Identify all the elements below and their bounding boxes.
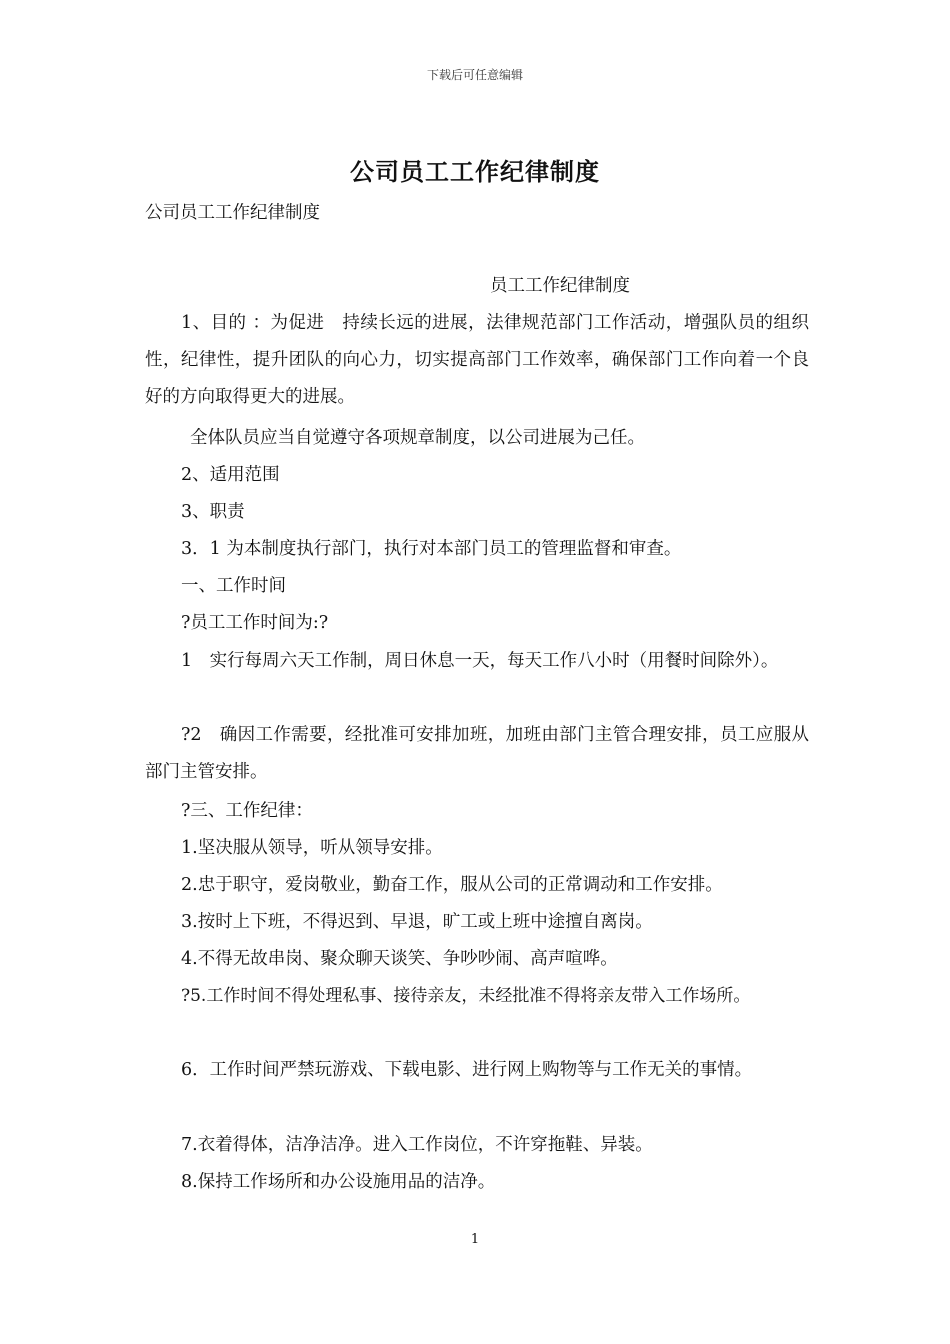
rule-8: 8.保持工作场所和办公设施用品的洁净。 — [181, 1172, 496, 1192]
work-time-item-2: ?2 确因工作需要，经批准可安排加班，加班由部门主管合理安排，员工应服从部门主管安排。 — [145, 725, 809, 782]
duty-3-1: 3．1 为本制度执行部门，执行对本部门员工的管理监督和审查。 — [181, 539, 682, 559]
document-title: 公司员工工作纪律制度 — [350, 158, 600, 186]
rule-2: 2.忠于职守，爱岗敬业，勤奋工作，服从公司的正常调动和工作安排。 — [181, 875, 723, 895]
page-header-note: 下载后可任意编辑 — [426, 68, 523, 82]
rule-4: 4.不得无故串岗、聚众聊天谈笑、争吵吵闹、高声喧哗。 — [181, 949, 618, 969]
work-time-intro: ?员工工作时间为:? — [181, 613, 329, 633]
document-subtitle: 公司员工工作纪律制度 — [145, 203, 320, 223]
rule-3: 3.按时上下班，不得迟到、早退，旷工或上班中途擅自离岗。 — [181, 912, 653, 932]
discipline-heading: ?三、工作纪律： — [181, 801, 313, 821]
purpose-paragraph: 1、目的 ：为促进 持续长远的进展，法律规范部门工作活动，增强队员的组织性，纪律性，提升团队的向心力，切实提高部门工作效率，确保部门工作向着一个良好的方向取得更大的进展。 — [145, 313, 809, 407]
page-number: 1 — [470, 1232, 480, 1247]
rule-5: ?5.工作时间不得处理私事、接待亲友，未经批准不得将亲友带入工作场所。 — [181, 986, 751, 1006]
rule-7: 7.衣着得体，洁净洁净。进入工作岗位，不许穿拖鞋、异装。 — [181, 1135, 653, 1155]
rule-6: 6．工作时间严禁玩游戏、下载电影、进行网上购物等与工作无关的事情。 — [181, 1060, 753, 1080]
work-time-heading: 一、工作时间 — [181, 576, 286, 596]
rule-1: 1.坚决服从领导，听从领导安排。 — [181, 838, 443, 858]
all-members-paragraph: 全体队员应当自觉遵守各项规章制度，以公司进展为己任。 — [190, 428, 645, 448]
work-time-item-1: 1 实行每周六天工作制，周日休息一天，每天工作八小时（用餐时间除外）。 — [181, 651, 779, 671]
scope-heading: 2、适用范围 — [181, 465, 280, 485]
duties-heading: 3、职责 — [181, 502, 245, 522]
section-heading: 员工工作纪律制度 — [490, 276, 630, 296]
